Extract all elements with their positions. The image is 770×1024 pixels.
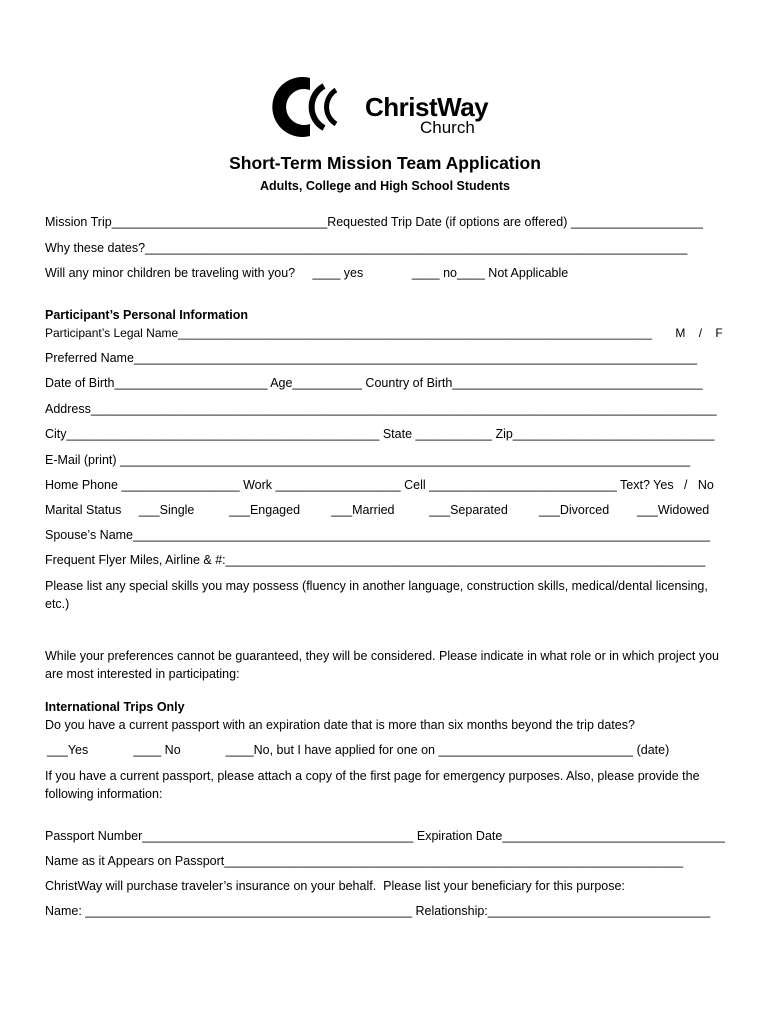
mission-trip-field[interactable]: Mission Trip_______________________________Requested Trip Date (if options are offered) ___________________ (45, 215, 703, 229)
minor-children-question[interactable]: Will any minor children be traveling with you? ____ yes ____ no____ Not Applicable (45, 266, 569, 280)
preferences-prompt: While your preferences cannot be guaranteed, they will be considered. Please indicate in what role or in which project you are most interested in participating: (45, 649, 719, 681)
passport-options[interactable]: ___Yes ____ No ____No, but I have applied for one on ____________________________ (date) (47, 743, 670, 757)
frequent-flyer-field[interactable]: Frequent Flyer Miles, Airline & #:_____________________________________________________________________ (45, 553, 706, 567)
logo-wordmark: ChristWay (365, 92, 489, 122)
christway-church-logo (272, 72, 502, 142)
why-dates-field[interactable]: Why these dates?______________________________________________________________________________ (45, 241, 688, 255)
insurance-note: ChristWay will purchase traveler’s insurance on your behalf. Please list your beneficiary for this purpose: (45, 879, 625, 893)
logo-wordmark-sub: Church (420, 118, 475, 137)
page-subtitle: Adults, College and High School Students (259, 179, 510, 193)
city-state-zip-field[interactable]: City_____________________________________________ State ___________ Zip_____________________________ (45, 427, 715, 441)
spouse-name-field[interactable]: Spouse’s Name___________________________________________________________________________________ (45, 528, 711, 542)
phone-fields[interactable]: Home Phone _________________ Work __________________ Cell ___________________________ Text? Yes / No (45, 478, 714, 492)
preferred-name-field[interactable]: Preferred Name_________________________________________________________________________________ (45, 351, 698, 365)
marital-status-options[interactable]: Marital Status ___Single ___Engaged ___Married ___Separated ___Divorced ___Widowed (45, 503, 710, 517)
beneficiary-field[interactable]: Name: _______________________________________________ Relationship:________________________________ (45, 904, 711, 918)
logo-mark-icon (272, 72, 362, 142)
passport-number-field[interactable]: Passport Number_______________________________________ Expiration Date________________________________ (45, 829, 725, 843)
page-title: Short-Term Mission Team Application (229, 153, 541, 173)
international-heading: International Trips Only (45, 700, 185, 714)
special-skills-prompt: Please list any special skills you may possess (fluency in another language, construction skills, medical/dental licensing, etc.) (45, 579, 708, 611)
personal-info-heading: Participant’s Personal Information (45, 308, 249, 322)
legal-name-field[interactable]: Participant’s Legal Name_______________________________________________________________________ M / F (45, 326, 723, 340)
passport-attach-note: If you have a current passport, please attach a copy of the first page for emergency purposes. Also, please provide the following information: (45, 769, 700, 801)
address-field[interactable]: Address__________________________________________________________________________________________ (45, 402, 717, 416)
email-field[interactable]: E-Mail (print) __________________________________________________________________________________ (45, 453, 691, 467)
dob-age-country-field[interactable]: Date of Birth______________________ Age__________ Country of Birth____________________________________ (45, 376, 703, 390)
passport-question: Do you have a current passport with an expiration date that is more than six months beyond the trip dates? (45, 718, 635, 732)
name-on-passport-field[interactable]: Name as it Appears on Passport__________________________________________________________________ (45, 854, 684, 868)
